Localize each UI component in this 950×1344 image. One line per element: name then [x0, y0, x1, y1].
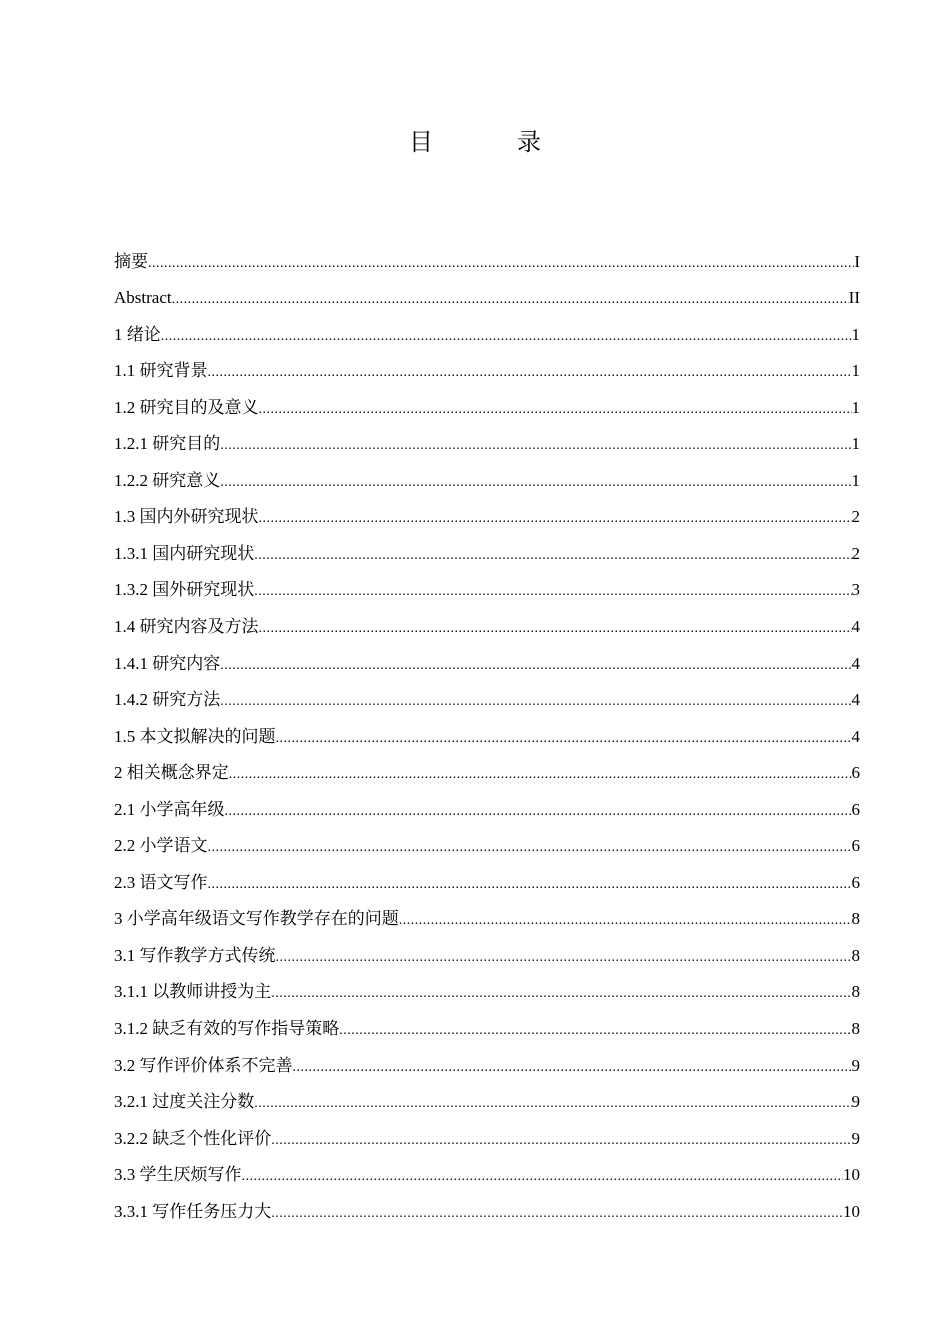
toc-entry-page-number: 8: [851, 982, 860, 1002]
toc-entry-page-number: 6: [851, 763, 860, 783]
toc-entry-page-number: 6: [851, 836, 860, 856]
toc-entry-label: Abstract: [114, 288, 172, 308]
toc-entry-page-number: 3: [851, 580, 860, 600]
toc-entry-page-number: 8: [851, 909, 860, 929]
toc-entry-page-number: 10: [843, 1201, 860, 1221]
toc-entry-label: 1.2 研究目的及意义: [114, 397, 259, 417]
toc-entry[interactable]: [114, 350, 860, 387]
toc-dot-leader: [276, 945, 852, 971]
toc-dot-leader: [148, 251, 854, 277]
toc-dot-leader: [339, 1018, 851, 1044]
toc-entry-label: 1.4 研究内容及方法: [114, 617, 259, 637]
toc-entry-page-number: 8: [851, 1019, 860, 1039]
toc-entry-page-number: 10: [843, 1165, 860, 1185]
toc-entry[interactable]: [114, 679, 860, 716]
toc-entry[interactable]: [114, 240, 860, 277]
toc-entry-label: 3.2 写作评价体系不完善: [114, 1055, 293, 1075]
toc-dot-leader: [220, 689, 851, 715]
toc-entry-label: 1 绪论: [114, 324, 161, 344]
toc-entry[interactable]: [114, 825, 860, 862]
toc-entry-page-number: 4: [851, 726, 860, 746]
toc-entry-label: 3.3.1 写作任务压力大: [114, 1201, 272, 1221]
toc-entry-label: 1.3.1 国内研究现状: [114, 543, 255, 563]
toc-dot-leader: [276, 726, 852, 752]
toc-entry-label: 1.1 研究背景: [114, 361, 208, 381]
toc-entry-page-number: 9: [851, 1128, 860, 1148]
toc-entry-label: 3 小学高年级语文写作教学存在的问题: [114, 909, 399, 929]
toc-entry-label: 2.3 语文写作: [114, 872, 208, 892]
toc-dot-leader: [254, 1091, 851, 1117]
toc-entry[interactable]: [114, 1117, 860, 1154]
toc-dot-leader: [259, 506, 852, 532]
toc-entry[interactable]: [114, 642, 860, 679]
toc-entry-page-number: 1: [851, 361, 860, 381]
toc-dot-leader: [259, 616, 852, 642]
table-of-contents: [114, 240, 860, 1227]
toc-entry-page-number: 6: [851, 872, 860, 892]
toc-entry-page-number: 4: [851, 617, 860, 637]
toc-dot-leader: [293, 1055, 852, 1081]
toc-entry-label: 1.4.1 研究内容: [114, 653, 221, 673]
toc-entry-label: 3.1 写作教学方式传统: [114, 945, 276, 965]
toc-dot-leader: [220, 433, 851, 459]
toc-entry[interactable]: [114, 459, 860, 496]
toc-entry[interactable]: [114, 423, 860, 460]
toc-entry-page-number: 1: [851, 434, 860, 454]
toc-dot-leader: [229, 762, 852, 788]
toc-entry-page-number: 9: [851, 1055, 860, 1075]
toc-dot-leader: [225, 799, 852, 825]
toc-dot-leader: [220, 653, 851, 679]
toc-entry[interactable]: [114, 277, 860, 314]
toc-entry[interactable]: [114, 715, 860, 752]
toc-entry-page-number: II: [848, 288, 860, 308]
toc-entry[interactable]: [114, 934, 860, 971]
toc-dot-leader: [161, 324, 852, 350]
toc-entry[interactable]: [114, 386, 860, 423]
toc-dot-leader: [254, 543, 851, 569]
toc-entry-label: 2 相关概念界定: [114, 763, 229, 783]
toc-entry-label: 3.3 学生厌烦写作: [114, 1165, 242, 1185]
toc-entry-label: 1.2.1 研究目的: [114, 434, 221, 454]
toc-entry-label: 3.1.2 缺乏有效的写作指导策略: [114, 1019, 340, 1039]
toc-dot-leader: [208, 872, 852, 898]
toc-entry[interactable]: [114, 861, 860, 898]
toc-entry[interactable]: [114, 898, 860, 935]
toc-entry[interactable]: [114, 752, 860, 789]
toc-dot-leader: [271, 1128, 851, 1154]
toc-entry-page-number: 8: [851, 945, 860, 965]
toc-entry-label: 1.3 国内外研究现状: [114, 507, 259, 527]
toc-entry-page-number: 2: [851, 543, 860, 563]
toc-entry[interactable]: [114, 532, 860, 569]
toc-dot-leader: [208, 835, 852, 861]
toc-entry-label: 3.2.1 过度关注分数: [114, 1092, 255, 1112]
toc-entry-page-number: I: [854, 251, 860, 271]
toc-entry-label: 1.4.2 研究方法: [114, 690, 221, 710]
toc-entry-page-number: 4: [851, 690, 860, 710]
toc-entry-page-number: 2: [851, 507, 860, 527]
toc-entry-page-number: 1: [851, 324, 860, 344]
toc-entry[interactable]: [114, 313, 860, 350]
toc-entry-label: 1.2.2 研究意义: [114, 470, 221, 490]
toc-dot-leader: [242, 1164, 844, 1190]
toc-dot-leader: [271, 981, 851, 1007]
toc-dot-leader: [208, 360, 852, 386]
toc-dot-leader: [220, 470, 851, 496]
toc-entry[interactable]: [114, 788, 860, 825]
toc-dot-leader: [399, 908, 852, 934]
toc-entry[interactable]: [114, 605, 860, 642]
toc-entry-page-number: 1: [851, 470, 860, 490]
toc-entry[interactable]: [114, 569, 860, 606]
toc-entry-label: 摘要: [114, 251, 148, 271]
toc-entry[interactable]: [114, 1081, 860, 1118]
toc-entry-label: 3.1.1 以教师讲授为主: [114, 982, 272, 1002]
toc-entry-label: 3.2.2 缺乏个性化评价: [114, 1128, 272, 1148]
toc-entry-label: 1.5 本文拟解决的问题: [114, 726, 276, 746]
toc-entry[interactable]: [114, 971, 860, 1008]
toc-dot-leader: [271, 1201, 843, 1227]
toc-entry[interactable]: [114, 1154, 860, 1191]
toc-entry-page-number: 4: [851, 653, 860, 673]
toc-entry-page-number: 9: [851, 1092, 860, 1112]
toc-entry-label: 1.3.2 国外研究现状: [114, 580, 255, 600]
toc-entry[interactable]: [114, 1007, 860, 1044]
toc-entry[interactable]: [114, 1190, 860, 1227]
toc-entry-label: 2.1 小学高年级: [114, 799, 225, 819]
toc-dot-leader: [254, 579, 851, 605]
toc-dot-leader: [259, 397, 852, 423]
toc-dot-leader: [172, 287, 849, 313]
toc-entry-page-number: 1: [851, 397, 860, 417]
toc-entry-label: 2.2 小学语文: [114, 836, 208, 856]
page-title: 目 录: [409, 128, 571, 156]
toc-entry[interactable]: [114, 1044, 860, 1081]
toc-entry[interactable]: [114, 496, 860, 533]
toc-entry-page-number: 6: [851, 799, 860, 819]
